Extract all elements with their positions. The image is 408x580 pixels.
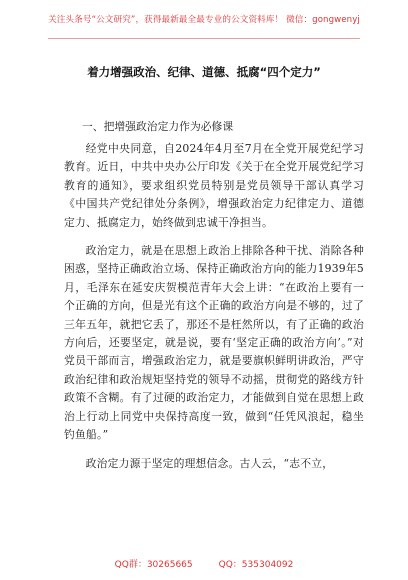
section-heading: 一、把增强政治定力作为必修课	[82, 120, 234, 133]
paragraph: 政治定力，就是在思想上政治上排除各种干扰、消除各种困惑，坚持正确政治立场、保持正确政治方向的能力1939年5月，毛泽东在延安庆贺模范青年大会上讲：“在政治上要有一个正确的方向，但是光有这个正确的政治方向是不够的，过了三年五年，就把它丢了，那还不是枉然所以，有了正确的政治方向后，还要坚定，就是说，要有‘坚定正确的政治方向’。”对党员干部而言，增强政治定力，就是要旗帜鲜明讲政治，严守政治纪律和政治规矩坚持党的领导不动摇，贯彻党的路线方针政策不含糊。有了过硬的政治定力，才能做到自觉在思想上政治上行动上同党中央保持高度一致，做到“任凭风浪起，稳坐钓鱼船。”	[64, 244, 364, 442]
document-body	[64, 140, 364, 483]
paragraph: 政治定力源于坚定的理想信念。古人云，“志不立，	[85, 456, 334, 470]
document-title: 着力增强政治、纪律、道德、抵腐“四个定力”	[87, 65, 321, 79]
paragraph: 经党中央同意，自2024年4月至7月在全党开展党纪学习教育。近日，中共中央办公厅印发《关于在全党开展党纪学习教育的通知》，要求组织党员特别是党员领导干部认真学习《中国共产党纪律处分条例》，增强政治定力纪律定力、道德定力、抵腐定力，始终做到忠诚干净担当。	[64, 142, 364, 229]
top-banner	[0, 0, 408, 38]
header-divider	[48, 38, 360, 39]
footer-qq-group: QQ群：30265665	[114, 560, 193, 570]
footer-qq-number: QQ：535304092	[218, 560, 294, 570]
banner-text: 关注头条号“公文研究”，获得最新最全最专业的公文资料库！ 微信：gongwenyj	[48, 15, 360, 25]
footer	[0, 557, 408, 570]
